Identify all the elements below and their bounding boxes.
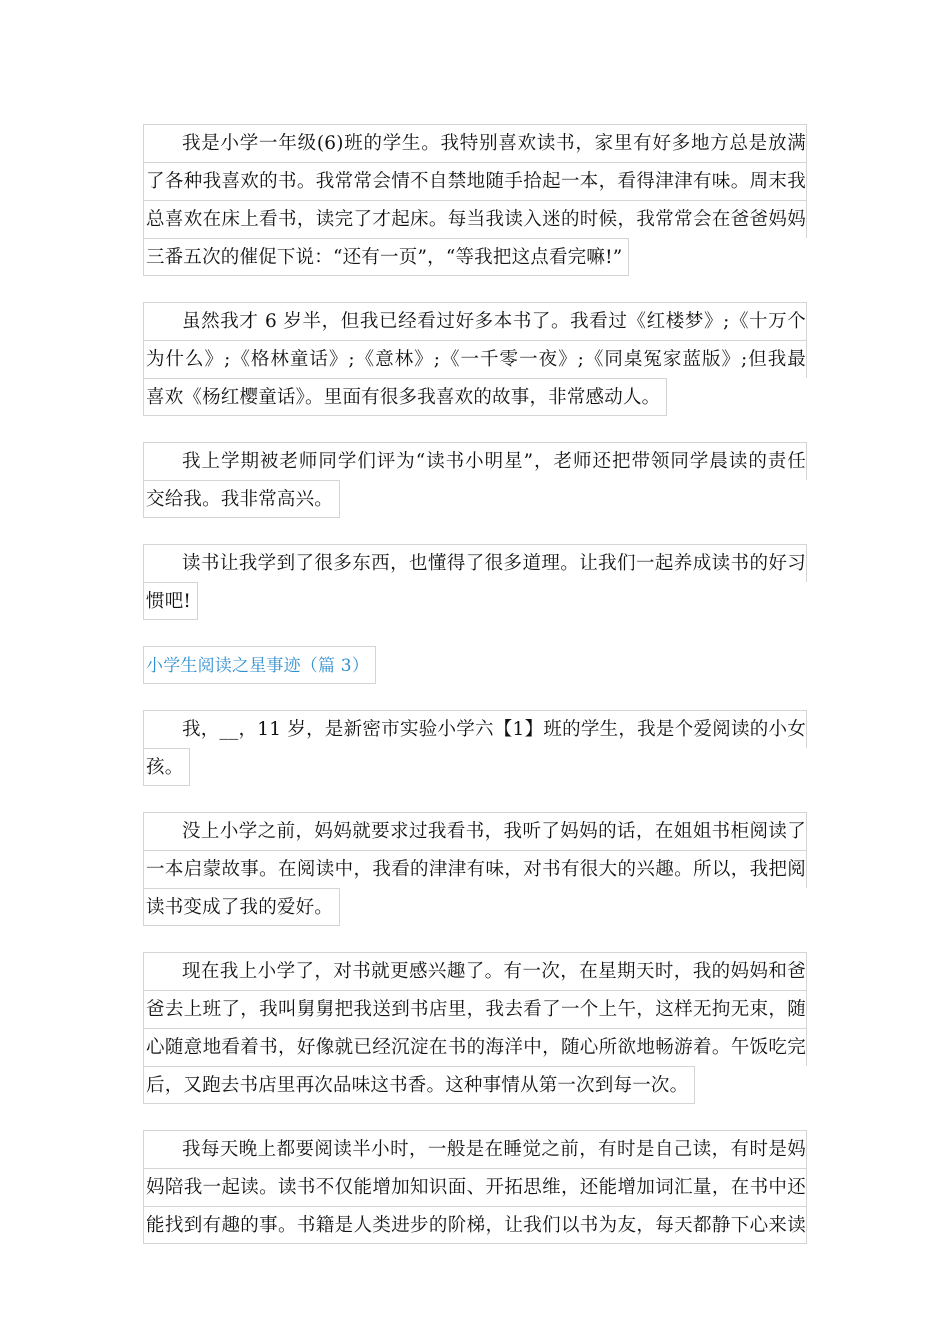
paragraph-line: 后，又跑去书店里再次品味这书香。这种事情从第一次到每一次。: [143, 1066, 695, 1104]
paragraph-line: 我是小学一年级(6)班的学生。我特别喜欢读书，家里有好多地方总是放满: [143, 124, 807, 162]
paragraph-line: 心随意地看着书，好像就已经沉淀在书的海洋中，随心所欲地畅游着。午饭吃完: [143, 1028, 807, 1066]
paragraph-line: 我上学期被老师同学们评为“读书小明星”，老师还把带领同学晨读的责任: [143, 442, 807, 480]
paragraph-line: 孩。: [143, 748, 190, 786]
paragraph-line: 妈陪我一起读。读书不仅能增加知识面、开拓思维，还能增加词汇量，在书中还: [143, 1168, 807, 1206]
paragraph-line: 我，__，11 岁，是新密市实验小学六【1】班的学生，我是个爱阅读的小女: [143, 710, 807, 748]
paragraph-3: [143, 442, 807, 522]
paragraph-5: [143, 710, 807, 790]
paragraph-line: 交给我。我非常高兴。: [143, 480, 340, 518]
paragraph-6: [143, 812, 807, 930]
paragraph-2: [143, 302, 807, 420]
section-heading: [143, 646, 807, 688]
paragraph-line: 惯吧!: [143, 582, 198, 620]
paragraph-line: 读书让我学到了很多东西，也懂得了很多道理。让我们一起养成读书的好习: [143, 544, 807, 582]
section-heading-text: 小学生阅读之星事迹（篇 3）: [143, 646, 376, 684]
paragraph-line: 虽然我才 6 岁半，但我已经看过好多本书了。我看过《红楼梦》;《十万个: [143, 302, 807, 340]
paragraph-line: 爸去上班了，我叫舅舅把我送到书店里，我去看了一个上午，这样无拘无束，随: [143, 990, 807, 1028]
paragraph-line: 为什么》;《格林童话》;《意林》;《一千零一夜》;《同桌冤家蓝版》;但我最: [143, 340, 807, 378]
paragraph-8: [143, 1130, 807, 1244]
paragraph-4: [143, 544, 807, 624]
paragraph-line: 了各种我喜欢的书。我常常会情不自禁地随手拾起一本，看得津津有味。周末我: [143, 162, 807, 200]
document-page: [143, 124, 807, 1266]
paragraph-line: 现在我上小学了，对书就更感兴趣了。有一次，在星期天时，我的妈妈和爸: [143, 952, 807, 990]
paragraph-line: 能找到有趣的事。书籍是人类进步的阶梯，让我们以书为友，每天都静下心来读: [143, 1206, 807, 1244]
paragraph-1: [143, 124, 807, 280]
paragraph-line: 三番五次的催促下说：“还有一页”，“等我把这点看完嘛!”: [143, 238, 629, 276]
paragraph-line: 喜欢《杨红樱童话》。里面有很多我喜欢的故事，非常感动人。: [143, 378, 667, 416]
paragraph-line: 没上小学之前，妈妈就要求过我看书，我听了妈妈的话，在姐姐书柜阅读了: [143, 812, 807, 850]
paragraph-line: 总喜欢在床上看书，读完了才起床。每当我读入迷的时候，我常常会在爸爸妈妈: [143, 200, 807, 238]
paragraph-line: 我每天晚上都要阅读半小时，一般是在睡觉之前，有时是自己读，有时是妈: [143, 1130, 807, 1168]
paragraph-line: 一本启蒙故事。在阅读中，我看的津津有味，对书有很大的兴趣。所以，我把阅: [143, 850, 807, 888]
paragraph-7: [143, 952, 807, 1108]
paragraph-line: 读书变成了我的爱好。: [143, 888, 340, 926]
